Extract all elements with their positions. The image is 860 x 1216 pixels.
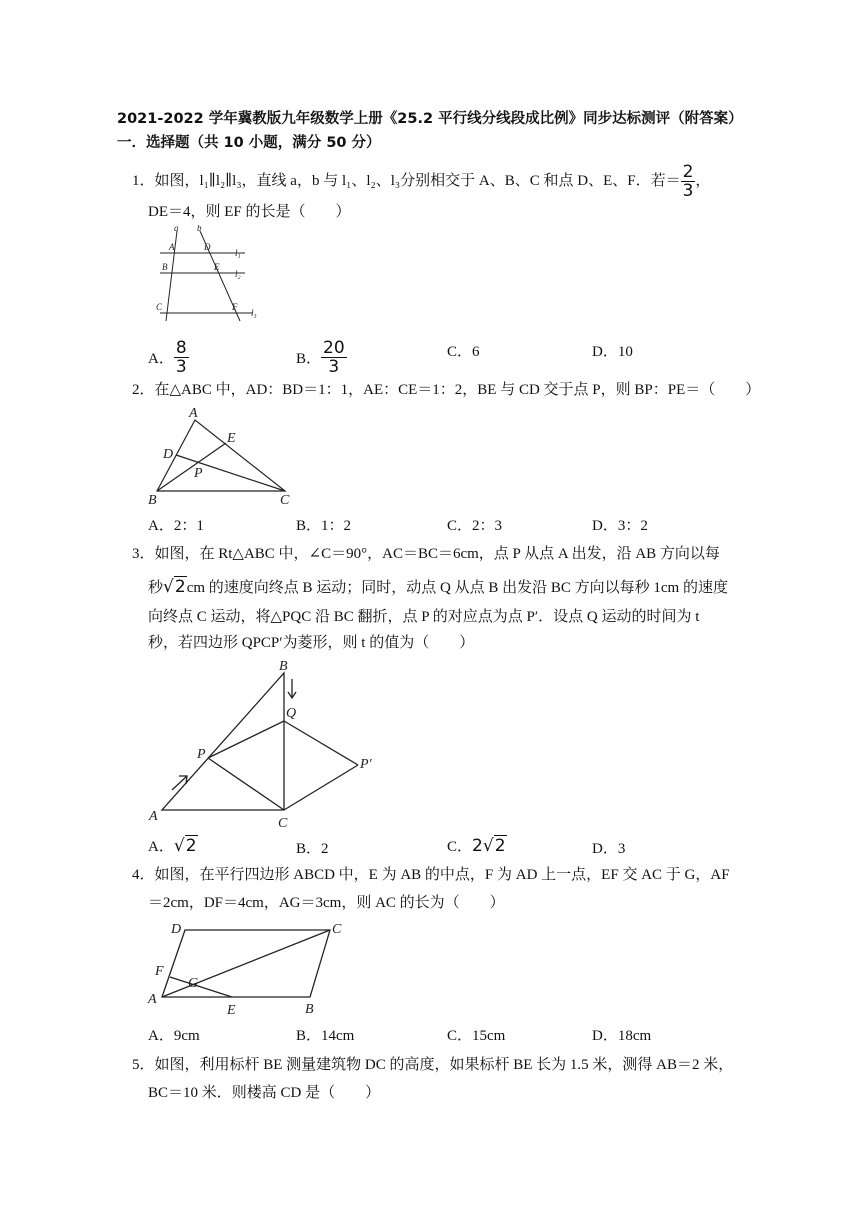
fig-label: C bbox=[332, 922, 342, 937]
figure-q2-triangle bbox=[145, 403, 295, 508]
question-1-fraction bbox=[681, 163, 696, 200]
q3-option-c[interactable] bbox=[447, 835, 507, 856]
segment-pc bbox=[208, 758, 284, 810]
fig-label: B bbox=[279, 659, 288, 674]
question-2-text: 2．在△ABC 中，AD：BD＝1：1，AE：CE＝1：2，BE 与 CD 交于点 P，则 BP：PE＝（ ） bbox=[132, 382, 761, 398]
fig-label: F bbox=[232, 302, 238, 312]
fig-label: D bbox=[163, 447, 174, 462]
arrow-shaft-p bbox=[172, 776, 187, 790]
sqrt-radicand: 2 bbox=[185, 836, 197, 856]
q1-option-a[interactable] bbox=[148, 339, 189, 376]
fig-label: l₁ bbox=[235, 248, 241, 258]
figure-q3-rhombus bbox=[140, 655, 390, 830]
q2-option-d[interactable]: D．3：2 bbox=[592, 518, 648, 534]
sqrt-coefficient: 2 bbox=[472, 836, 483, 856]
fig-label: E bbox=[227, 1003, 236, 1017]
question-1-line-1 bbox=[132, 163, 710, 200]
q4-option-b[interactable]: B．14cm bbox=[296, 1028, 355, 1044]
document-title: 2021-2022 学年冀教版九年级数学上册《25.2 平行线分线段成比例》同步达标测评（附答案） bbox=[117, 111, 743, 127]
fig-label: C bbox=[280, 493, 290, 508]
fig-label: P′ bbox=[360, 757, 372, 772]
question-5-line-1: 5．如图，利用标杆 BE 测量建筑物 DC 的高度，如果标杆 BE 长为 1.5 米，测得 AB＝2 米， bbox=[132, 1057, 734, 1073]
fraction-numerator: 8 bbox=[175, 338, 187, 358]
sqrt-radicand: 2 bbox=[494, 836, 506, 856]
question-4-line-2: ＝2cm，DF＝4cm，AG＝3cm，则 AC 的长为（ ） bbox=[148, 895, 505, 911]
fraction-denominator: 3 bbox=[328, 357, 340, 377]
segment-p-prime-c bbox=[284, 765, 358, 810]
q1-option-d[interactable]: D．10 bbox=[592, 344, 633, 360]
option-letter: A． bbox=[148, 351, 174, 367]
fraction-denominator: 3 bbox=[682, 181, 694, 201]
option-letter: A． bbox=[148, 839, 174, 855]
q2-option-a[interactable]: A．2：1 bbox=[148, 518, 204, 534]
fraction-numerator: 20 bbox=[323, 338, 345, 358]
fig-label: B bbox=[305, 1002, 314, 1017]
fig-label: a bbox=[174, 225, 179, 233]
q2-option-b[interactable]: B．1：2 bbox=[296, 518, 352, 534]
section-heading: 一．选择题（共 10 小题，满分 50 分） bbox=[117, 135, 381, 151]
sqrt-radicand: 2 bbox=[174, 577, 186, 597]
question-3-line-1: 3．如图，在 Rt△ABC 中，∠C＝90°，AC＝BC＝6cm，点 P 从点 A 出发，沿 AB 方向以每 bbox=[132, 546, 720, 562]
fig-label: C bbox=[156, 302, 163, 312]
option-letter: B． bbox=[296, 351, 322, 367]
q2-option-c[interactable]: C．2：3 bbox=[447, 518, 503, 534]
text-fragment: 秒 bbox=[148, 580, 164, 596]
q4-option-c[interactable]: C．15cm bbox=[447, 1028, 506, 1044]
fraction-denominator: 3 bbox=[175, 357, 187, 377]
question-4-line-1: 4．如图，在平行四边形 ABCD 中，E 为 AB 的中点，F 为 AD 上一点，EF 交 AC 于 G，AF bbox=[132, 867, 730, 883]
fig-label: D bbox=[204, 242, 211, 252]
fig-label: B bbox=[162, 262, 168, 272]
sqrt-expression: √2 bbox=[163, 577, 186, 597]
fig-label: A bbox=[148, 992, 157, 1007]
question-1-text-tail: ， bbox=[695, 172, 711, 189]
q1-option-c[interactable]: C．6 bbox=[447, 344, 480, 360]
fig-label: C bbox=[278, 816, 288, 830]
fig-label: D bbox=[171, 922, 182, 937]
option-fraction bbox=[321, 339, 347, 376]
fig-label: A bbox=[189, 406, 198, 421]
q4-option-d[interactable]: D．18cm bbox=[592, 1028, 652, 1044]
fig-label: F bbox=[155, 964, 164, 979]
q3-option-a[interactable] bbox=[148, 835, 198, 856]
q3-option-b[interactable]: B．2 bbox=[296, 841, 329, 857]
fig-label: G bbox=[188, 976, 199, 991]
segment-cd bbox=[176, 455, 285, 491]
q3-option-d[interactable]: D．3 bbox=[592, 841, 626, 857]
fig-label: Q bbox=[286, 706, 297, 721]
question-3-line-2 bbox=[148, 577, 728, 598]
option-fraction bbox=[174, 339, 189, 376]
fig-label: b bbox=[197, 225, 202, 233]
fig-label: A bbox=[169, 242, 175, 252]
text-fragment: cm 的速度向终点 B 运动；同时，动点 Q 从点 B 出发沿 BC 方向以每秒 1cm 的速度 bbox=[186, 580, 728, 596]
figure-q4-parallelogram bbox=[145, 915, 355, 1017]
fraction-numerator: 2 bbox=[682, 162, 694, 182]
fig-label: E bbox=[214, 262, 220, 272]
q1-option-b[interactable] bbox=[296, 339, 347, 376]
segment-qp-prime bbox=[284, 721, 358, 765]
fig-label: P bbox=[197, 747, 206, 762]
fig-label: B bbox=[148, 493, 157, 508]
fig-label: E bbox=[227, 431, 236, 446]
fig-label: P bbox=[194, 466, 203, 481]
sqrt-expression: √2 bbox=[173, 836, 197, 856]
sqrt-expression: 2√2 bbox=[472, 836, 506, 856]
fig-label: l₂ bbox=[235, 269, 241, 279]
question-3-line-3: 向终点 C 运动，将△PQC 沿 BC 翻折，点 P 的对应点为点 P′．设点 Q 运动的时间为 t bbox=[148, 609, 700, 625]
option-letter: C． bbox=[447, 839, 473, 855]
segment-ef bbox=[170, 977, 232, 997]
fig-label: l₃ bbox=[251, 308, 257, 318]
question-1-text: 1．如图，l₁∥l₂∥l₃，直线 a，b 与 l₁、l₂、l₃分别相交于 A、B、C 和点 D、E、F．若＝ bbox=[132, 172, 681, 189]
segment-pq bbox=[208, 721, 284, 758]
figure-q1-parallel-lines bbox=[145, 225, 265, 325]
fig-label: A bbox=[149, 809, 158, 824]
triangle-abc bbox=[162, 673, 284, 810]
question-1-line-2: DE＝4，则 EF 的长是（ ） bbox=[148, 204, 351, 220]
question-3-line-4: 秒，若四边形 QPCP′为菱形，则 t 的值为（ ） bbox=[148, 635, 475, 651]
question-5-line-2: BC＝10 米．则楼高 CD 是（ ） bbox=[148, 1085, 381, 1101]
q4-option-a[interactable]: A．9cm bbox=[148, 1028, 200, 1044]
